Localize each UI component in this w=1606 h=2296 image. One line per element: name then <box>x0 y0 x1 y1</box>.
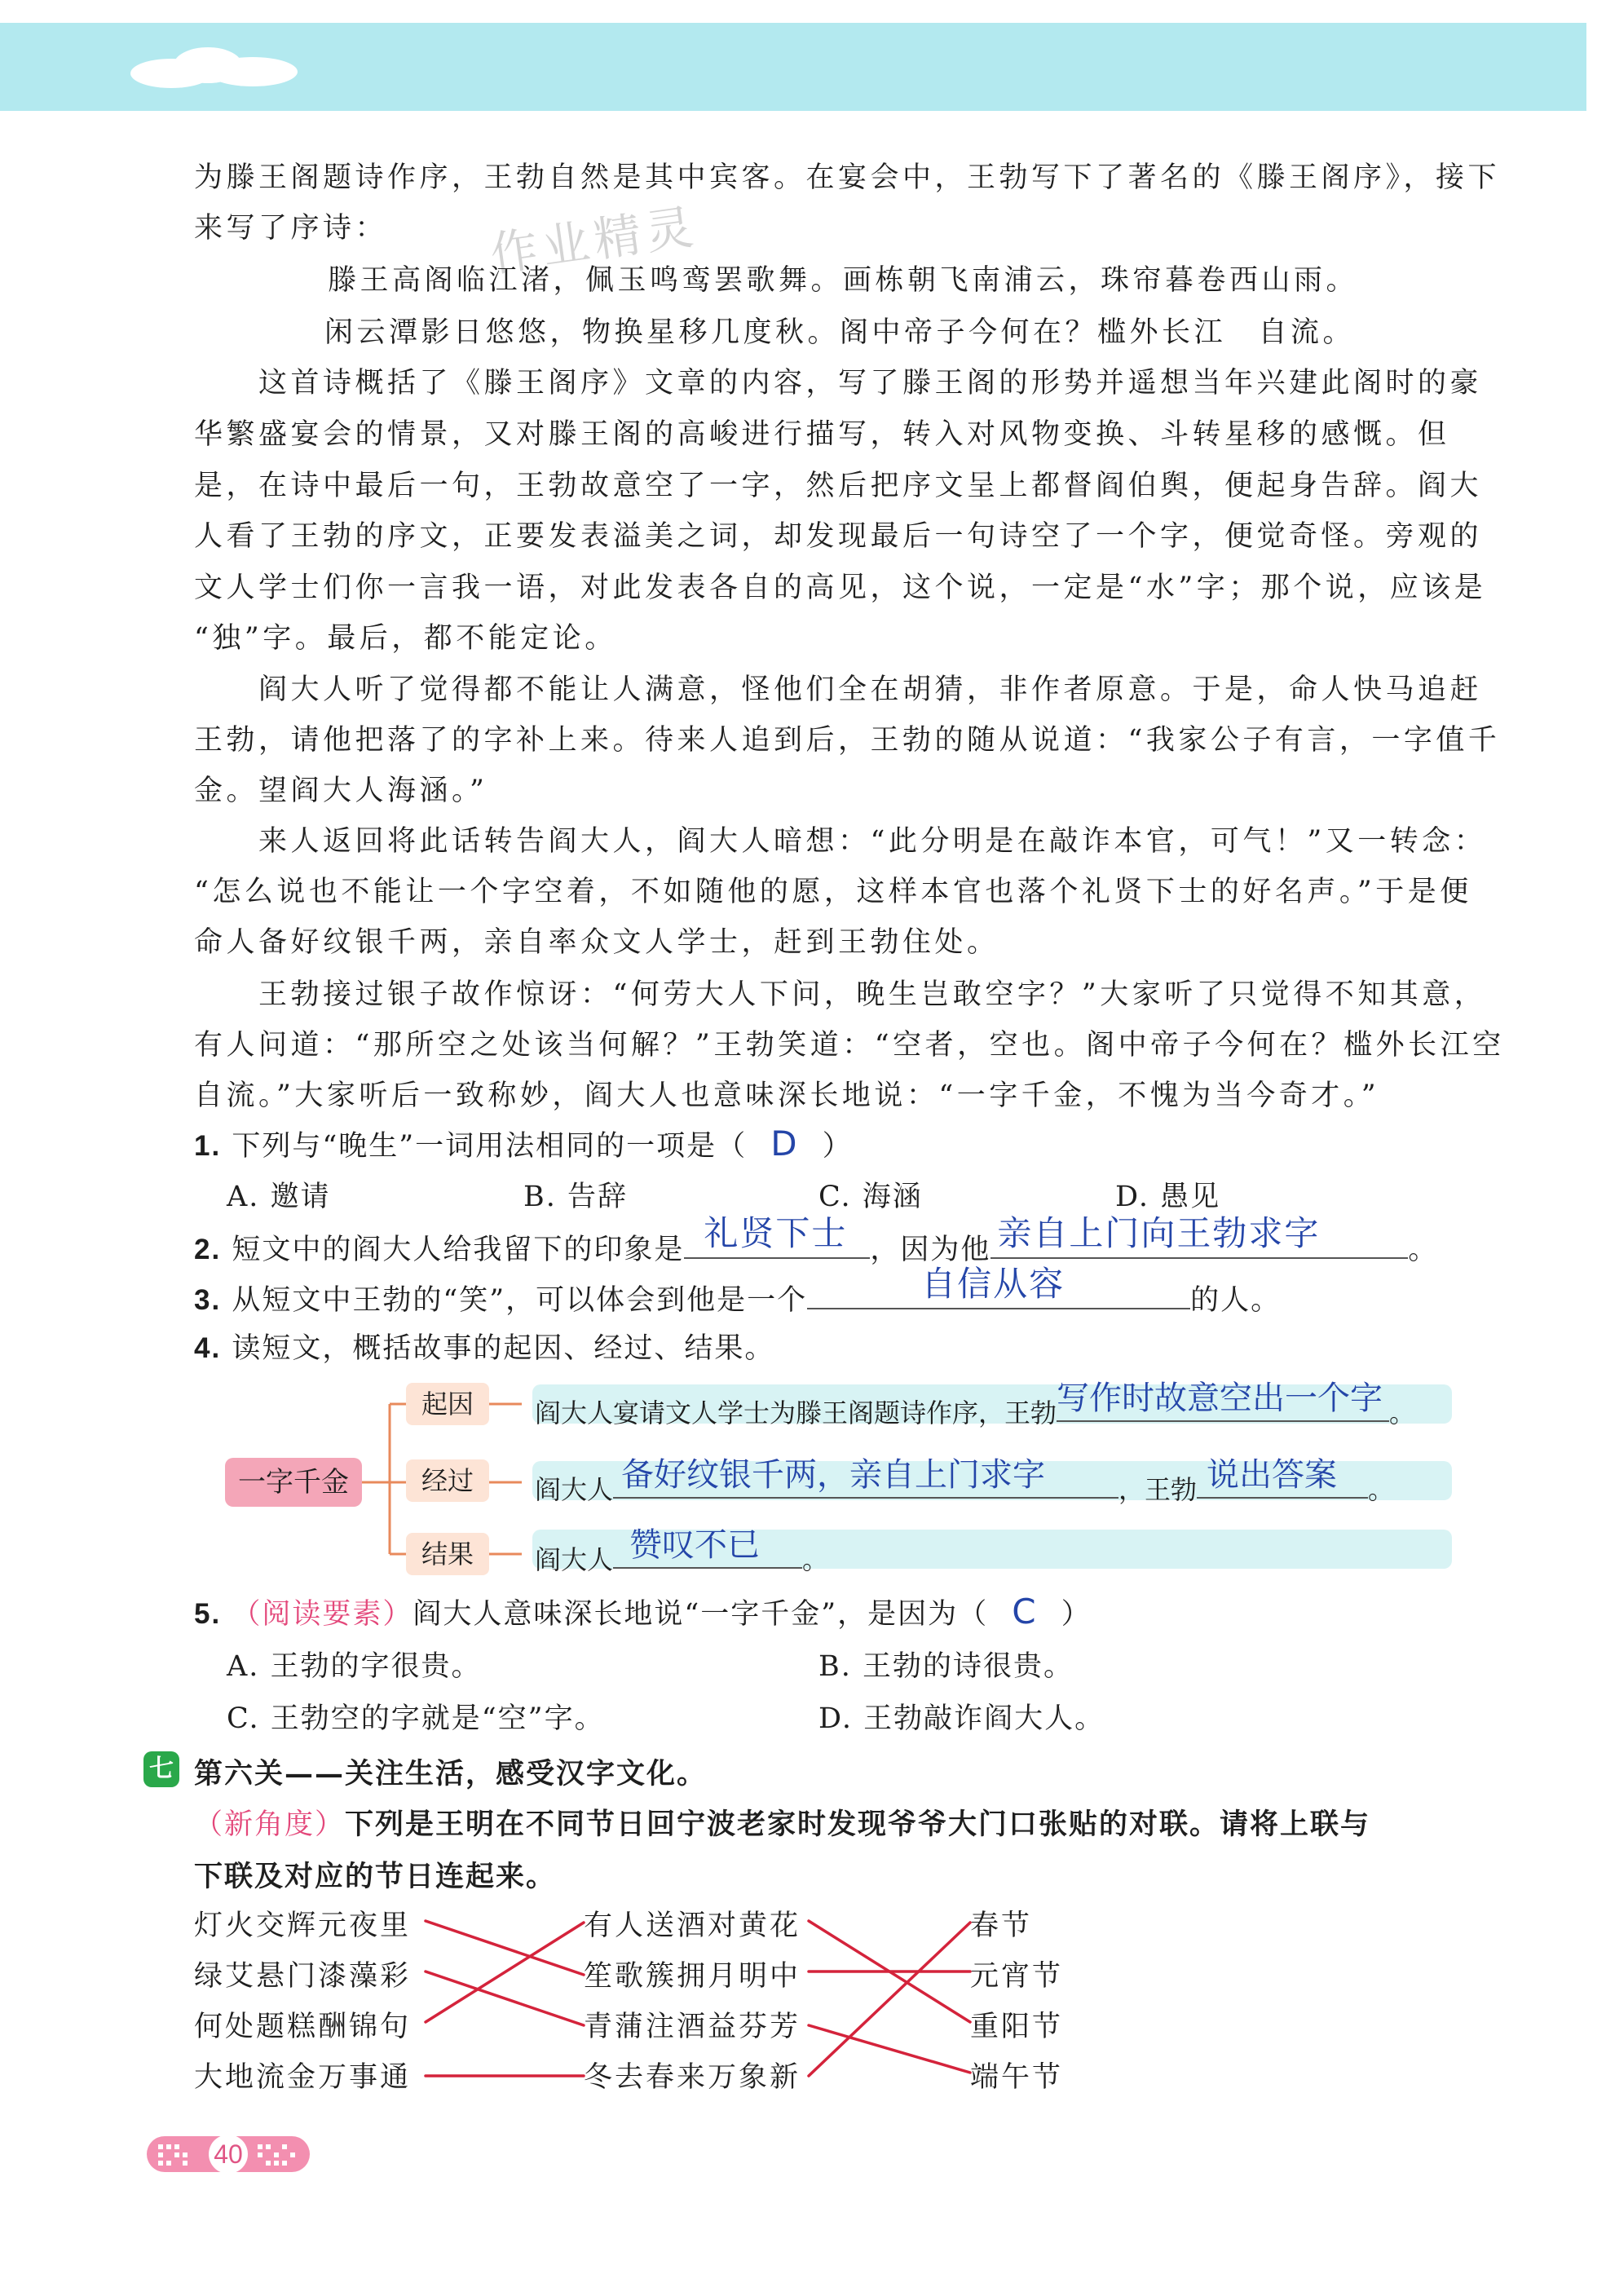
question-close: ） <box>1061 1598 1092 1631</box>
match-line <box>426 1923 584 2022</box>
paragraph-line: 人看了王勃的序文，正要发表溢美之词，却发现最后一句诗空了一个字，便觉奇怪。旁观的 <box>194 520 1483 553</box>
option-a: A. 王勃的字很贵。 <box>227 1650 482 1683</box>
question-text: ，因为他 <box>870 1234 991 1266</box>
left-couplet[interactable]: 绿艾悬门漆藻彩 <box>194 1960 412 1993</box>
festival-label[interactable]: 端午节 <box>970 2061 1064 2094</box>
question-text: 从短文中王勃的“笑”，可以体会到他是一个 <box>232 1284 808 1317</box>
poem-line: 滕王高阁临江渚，佩玉鸣鸾罢歌舞。画栋朝飞南浦云，珠帘暮卷西山雨。 <box>328 264 1359 297</box>
paragraph-line: 是，在诗中最后一句，王勃故意空了一字，然后把序文呈上都督阎伯舆，便起身告辞。阎大 <box>194 470 1483 502</box>
left-couplet[interactable]: 大地流金万事通 <box>194 2061 412 2094</box>
process-prefix: 阎大人 <box>535 1474 614 1505</box>
question-end: 。 <box>1408 1234 1439 1266</box>
question-text: 读短文，概括故事的起因、经过、结果。 <box>232 1332 775 1365</box>
paragraph-line: 命人备好纹银千两，亲自率众文人学士，赶到王勃住处。 <box>194 926 999 959</box>
question-number: 5. <box>194 1598 222 1630</box>
answer-handwriting: 赞叹不已 <box>629 1526 761 1564</box>
festival-label[interactable]: 元宵节 <box>970 1960 1064 1993</box>
answer-handwriting: 说出答案 <box>1207 1456 1338 1494</box>
answer-handwriting: 礼贤下士 <box>704 1213 848 1253</box>
mindmap-tag-process: 经过 <box>406 1459 489 1502</box>
answer-handwriting: 备好纹银千两，亲自上门求字 <box>621 1456 1046 1494</box>
festival-label[interactable]: 春节 <box>970 1910 1033 1942</box>
passage-line: 为滕王阁题诗作序，王勃自然是其中宾客。在宴会中，王勃写下了著名的《滕王阁序》，接下 <box>194 161 1501 194</box>
option-a: A. 邀请 <box>227 1181 331 1213</box>
question-text: 下列与“晚生”一词用法相同的一项是（ <box>232 1130 748 1163</box>
paragraph-line: 王勃，请他把落了的字补上来。待来人追到后，王勃的随从说道：“我家公子有言，一字值千 <box>194 724 1501 757</box>
option-b: B. 告辞 <box>523 1181 628 1213</box>
paragraph-line: 王勃接过银子故作惊讶：“何劳大人下问，晚生岂敢空字？”大家听了只觉得不知其意， <box>194 978 1487 1011</box>
question-text: 短文中的阎大人给我留下的印象是 <box>232 1234 685 1266</box>
paragraph-line: 阎大人听了觉得都不能让人满意，怪他们全在胡猜，非作者原意。于是，命人快马追赶 <box>194 673 1483 706</box>
match-line <box>426 1921 584 1975</box>
question-text: 阎大人意味深长地说“一字千金”，是因为（ <box>413 1598 989 1631</box>
paragraph-line: 金。望阎大人海涵。” <box>194 775 488 807</box>
answer-handwriting: 写作时故意空出一个字 <box>1057 1380 1383 1417</box>
paragraph-line: 文人学士们你一言我一语，对此发表各自的高见，这个说，一定是“水”字；那个说，应该是 <box>194 572 1487 604</box>
passage-line: 来写了序诗： <box>194 212 388 245</box>
process-mid: ，王勃 <box>1118 1474 1198 1505</box>
cause-end: 。 <box>1389 1397 1416 1428</box>
festival-label[interactable]: 重阳节 <box>970 2011 1064 2043</box>
section-instruction-2: 下联及对应的节日连起来。 <box>194 1860 557 1893</box>
section-title: 第六关——关注生活，感受汉字文化。 <box>194 1757 708 1790</box>
process-end: 。 <box>1368 1474 1395 1505</box>
question-tag: （阅读要素） <box>232 1598 413 1631</box>
option-d: D. 愚见 <box>1115 1181 1221 1213</box>
instruction-text: 下列是王明在不同节日回宁波老家时发现爷爷大门口张贴的对联。请将上联与 <box>345 1808 1371 1841</box>
page-number: 40 <box>209 2135 248 2174</box>
paragraph-line: “怎么说也不能让一个字空着，不如随他的愿，这样本官也落个礼贤下士的好名声。”于是便 <box>194 876 1472 908</box>
paragraph-line: 这首诗概括了《滕王阁序》文章的内容，写了滕王阁的形势并遥想当年兴建此阁时的豪 <box>194 367 1483 400</box>
option-b: B. 王勃的诗很贵。 <box>818 1650 1074 1683</box>
question-number: 4. <box>194 1332 222 1364</box>
watermark: 作业精灵 <box>487 198 702 283</box>
mindmap-tag-result: 结果 <box>406 1533 489 1575</box>
left-couplet[interactable]: 何处题糕酬锦句 <box>194 2011 412 2043</box>
match-line <box>809 2025 970 2073</box>
question-number: 2. <box>194 1234 222 1265</box>
match-line <box>426 1971 584 2025</box>
answer-handwriting[interactable]: D <box>770 1124 799 1163</box>
paragraph-line: 来人返回将此话转告阎大人，阎大人暗想：“此分明是在敲诈本官，可气！”又一转念： <box>194 825 1487 858</box>
middle-couplet[interactable]: 笙歌簇拥月明中 <box>584 1960 801 1993</box>
mindmap-center: 一字千金 <box>225 1458 362 1507</box>
question-end: 的人。 <box>1190 1284 1282 1317</box>
section-icon: 七 <box>143 1751 179 1787</box>
answer-handwriting: 自信从容 <box>921 1264 1066 1304</box>
option-d: D. 王勃敲诈阎大人。 <box>818 1702 1105 1735</box>
cause-prefix: 阎大人宴请文人学士为滕王阁题诗作序，王勃 <box>535 1397 1057 1428</box>
question-close: ） <box>822 1130 853 1163</box>
section-tag: （新角度） <box>194 1808 346 1841</box>
question-number: 1. <box>194 1130 222 1162</box>
poem-line: 闲云潭影日悠悠，物换星移几度秋。阁中帝子今何在？槛外长江 自流。 <box>324 316 1356 349</box>
middle-couplet[interactable]: 青蒲注酒益芬芳 <box>584 2011 801 2043</box>
paragraph-line: 自流。”大家听后一致称妙，阎大人也意味深长地说：“一字千金，不愧为当今奇才。” <box>194 1080 1380 1112</box>
question-number: 3. <box>194 1284 222 1316</box>
option-c: C. 海涵 <box>818 1181 923 1213</box>
result-prefix: 阎大人 <box>535 1544 614 1575</box>
paragraph-line: 华繁盛宴会的情景，又对滕王阁的高峻进行描写，转入对风物变换、斗转星移的感慨。但 <box>194 418 1450 451</box>
result-end: 。 <box>802 1544 829 1575</box>
middle-couplet[interactable]: 有人送酒对黄花 <box>584 1910 801 1942</box>
answer-handwriting[interactable]: C <box>1012 1592 1038 1631</box>
middle-couplet[interactable]: 冬去春来万象新 <box>584 2061 801 2094</box>
left-couplet[interactable]: 灯火交辉元夜里 <box>194 1910 412 1942</box>
paragraph-line: 有人问道：“那所空之处该当何解？”王勃笑道：“空者，空也。阁中帝子今何在？槛外长江空 <box>194 1029 1505 1062</box>
match-line <box>809 1923 970 2076</box>
option-c: C. 王勃空的字就是“空”字。 <box>227 1702 605 1735</box>
answer-handwriting: 亲自上门向王勃求字 <box>997 1213 1321 1253</box>
mindmap-tag-cause: 起因 <box>406 1383 489 1425</box>
paragraph-line: “独”字。最后，都不能定论。 <box>194 622 617 655</box>
